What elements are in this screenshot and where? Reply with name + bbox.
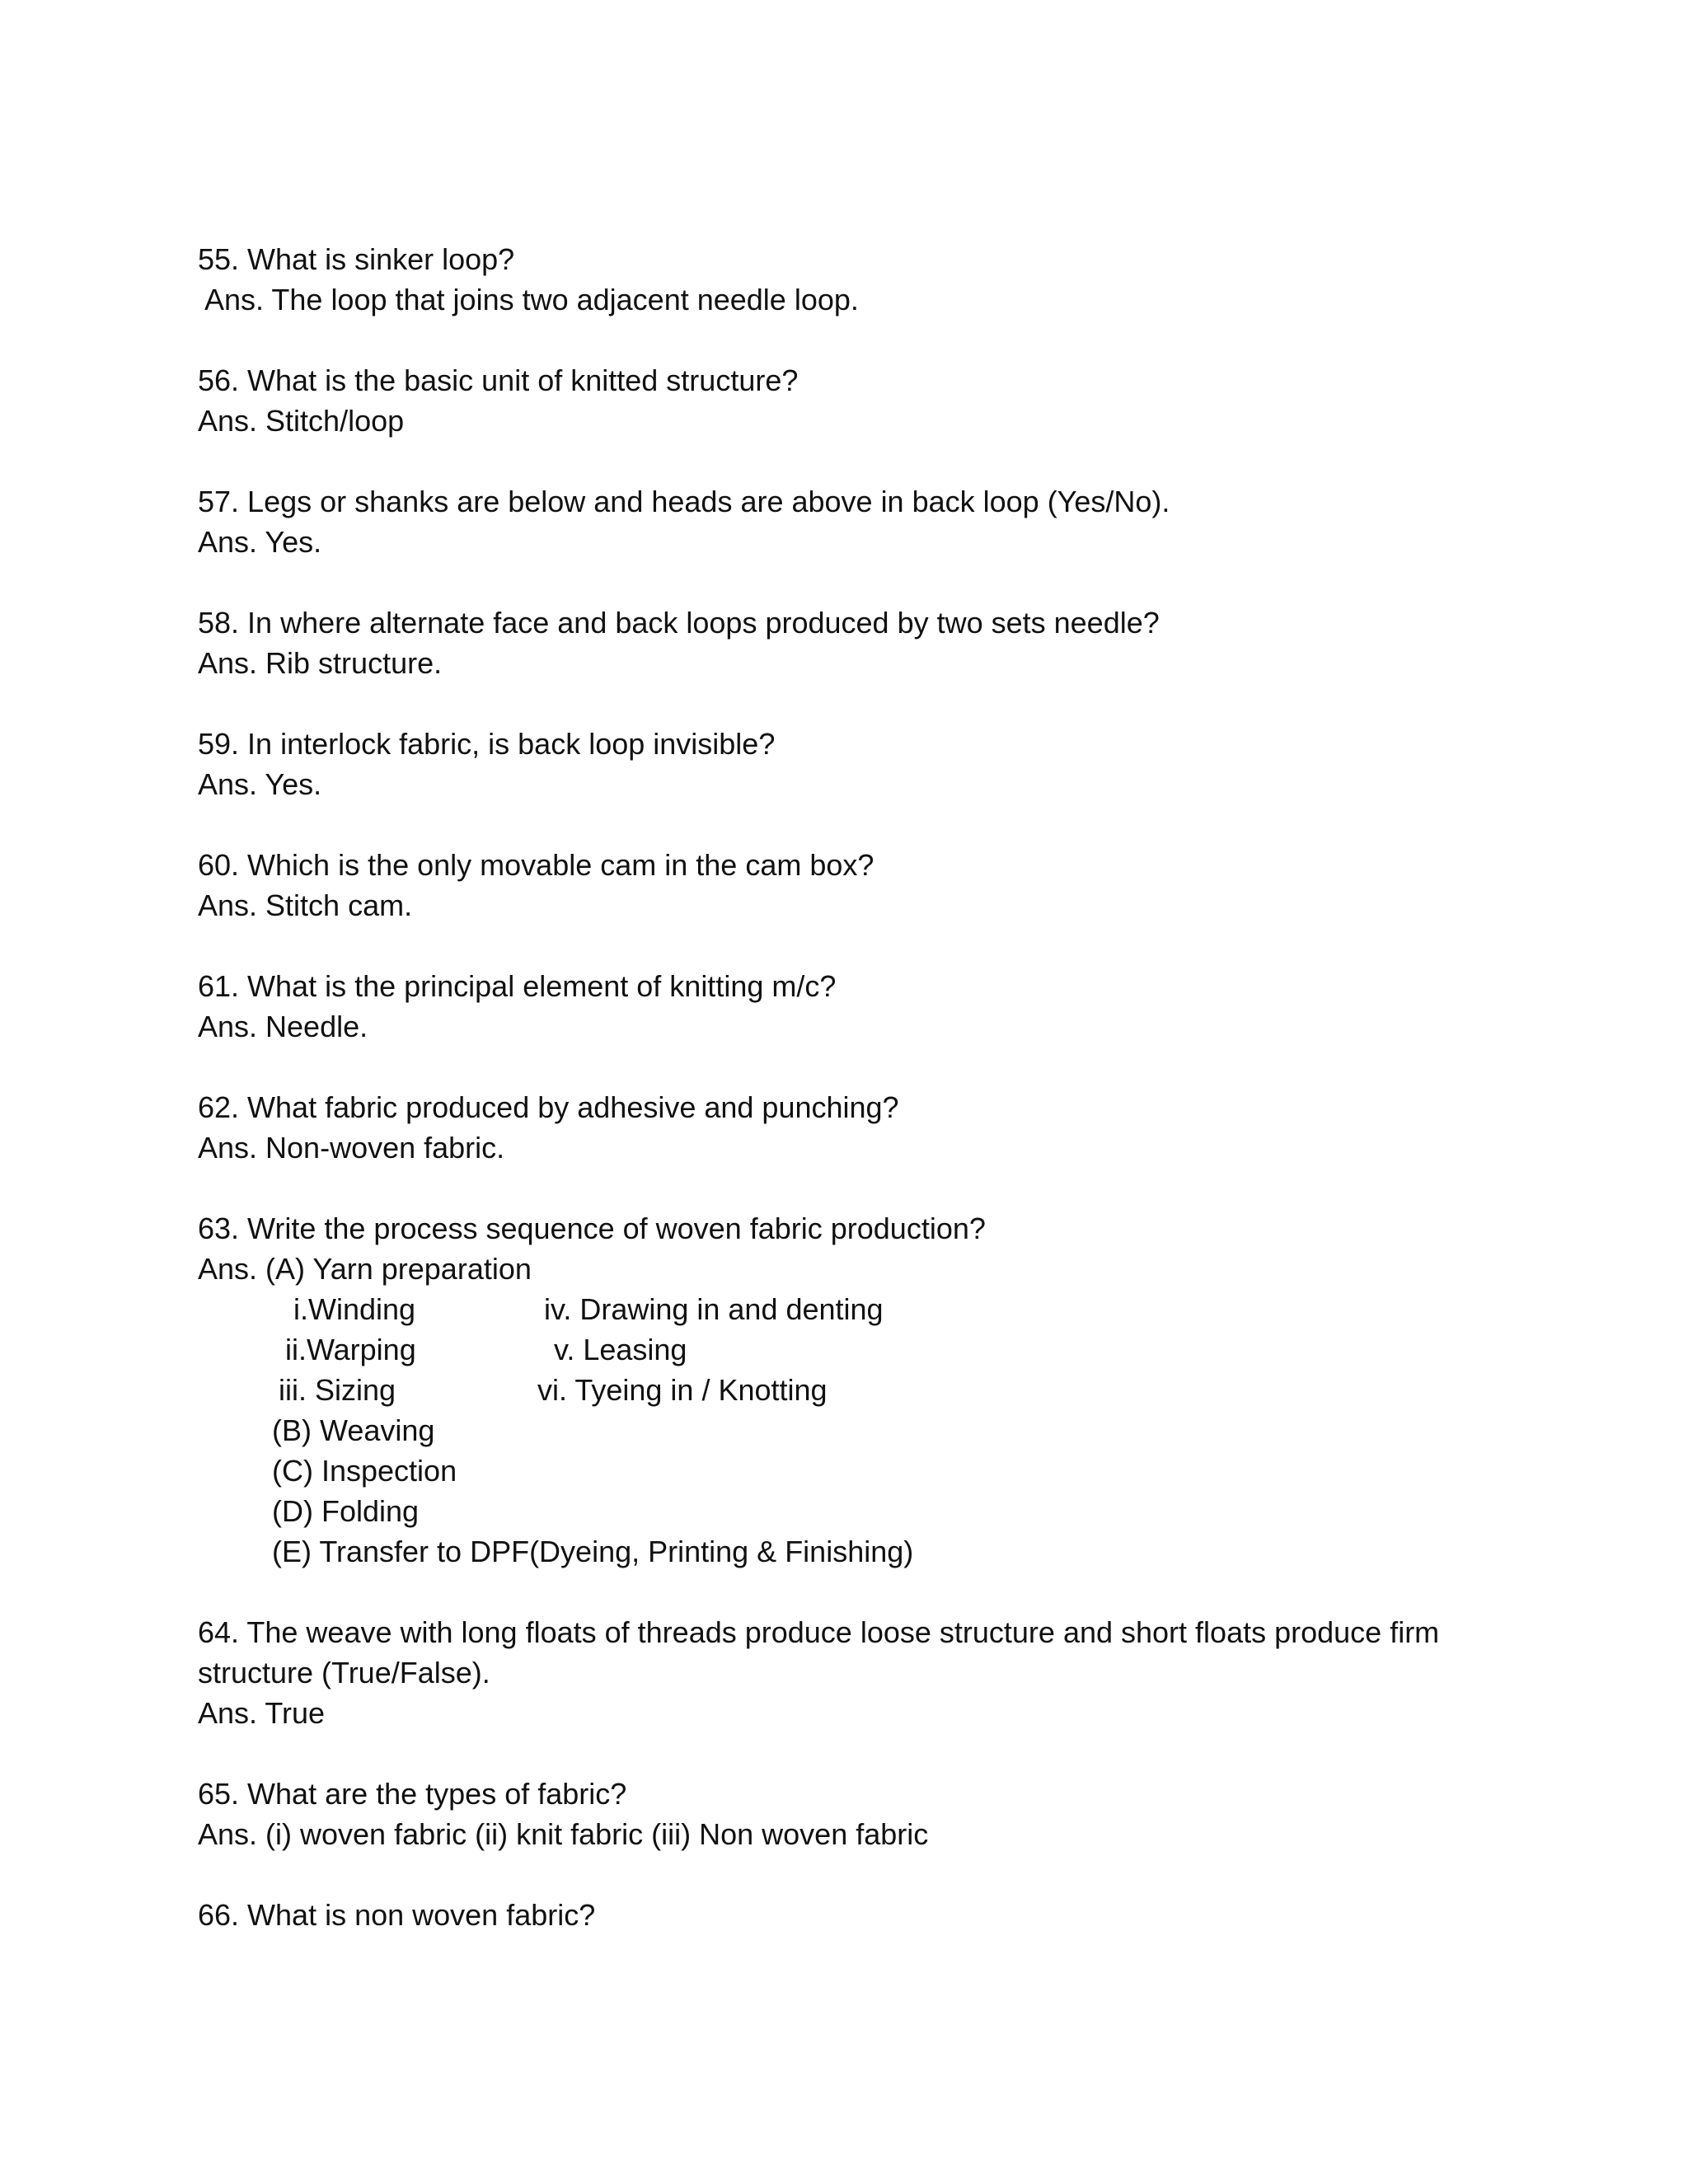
- qa-item-64: [198, 1612, 1500, 1733]
- qa-item-55: [198, 239, 1500, 320]
- qa-list: [198, 239, 1500, 1975]
- question-text: 63. Write the process sequence of woven fabric production?: [198, 1212, 986, 1245]
- process-stage: (D) Folding: [272, 1494, 420, 1528]
- qa-item-63: [198, 1208, 1500, 1572]
- process-step: vi. Tyeing in / Knotting: [537, 1373, 828, 1407]
- answer-text: Ans. (i) woven fabric (ii) knit fabric (iii) Non woven fabric: [198, 1817, 929, 1851]
- process-step: iv. Drawing in and denting: [544, 1292, 884, 1326]
- qa-item-62: [198, 1087, 1500, 1168]
- process-stage: (E) Transfer to DPF(Dyeing, Printing & Finishing): [272, 1535, 914, 1568]
- question-text: 55. What is sinker loop?: [198, 242, 515, 276]
- answer-text: Ans. Non-woven fabric.: [198, 1131, 505, 1165]
- answer-text: Ans. True: [198, 1696, 326, 1730]
- question-text: 65. What are the types of fabric?: [198, 1777, 627, 1811]
- answer-text: Ans. Needle.: [198, 1010, 368, 1043]
- answer-text: Ans. The loop that joins two adjacent needle loop.: [198, 283, 859, 316]
- question-text: 62. What fabric produced by adhesive and punching?: [198, 1090, 899, 1124]
- answer-text: Ans. Rib structure.: [198, 646, 443, 680]
- process-row-3: [198, 1370, 1500, 1410]
- answer-text: Ans. Yes.: [198, 525, 322, 559]
- qa-item-57: [198, 481, 1500, 562]
- process-step: ii.Warping: [285, 1333, 416, 1366]
- qa-item-61: [198, 966, 1500, 1047]
- question-text: 64. The weave with long floats of threads produce loose structure and short floats produce firm structure (True/False).: [198, 1615, 1440, 1690]
- answer-text: Ans. (A) Yarn preparation: [198, 1252, 532, 1286]
- qa-item-56: [198, 360, 1500, 441]
- process-step: v. Leasing: [554, 1333, 687, 1366]
- qa-item-65: [198, 1774, 1500, 1854]
- question-text: 57. Legs or shanks are below and heads are above in back loop (Yes/No).: [198, 485, 1170, 518]
- question-text: 56. What is the basic unit of knitted structure?: [198, 363, 799, 397]
- process-row-1: [198, 1289, 1500, 1329]
- qa-item-66: [198, 1895, 1500, 1935]
- question-text: 60. Which is the only movable cam in the cam box?: [198, 848, 874, 882]
- answer-text: Ans. Stitch cam.: [198, 888, 413, 922]
- process-step: iii. Sizing: [279, 1373, 396, 1407]
- question-text: 58. In where alternate face and back loops produced by two sets needle?: [198, 606, 1160, 640]
- qa-item-60: [198, 845, 1500, 926]
- question-text: 61. What is the principal element of knitting m/c?: [198, 969, 837, 1003]
- question-text: 66. What is non woven fabric?: [198, 1898, 596, 1932]
- process-row-2: [198, 1329, 1500, 1370]
- question-text: 59. In interlock fabric, is back loop invisible?: [198, 727, 776, 761]
- answer-text: Ans. Stitch/loop: [198, 404, 405, 438]
- process-stage: (B) Weaving: [272, 1413, 435, 1447]
- qa-item-59: [198, 724, 1500, 804]
- process-step: i.Winding: [293, 1292, 416, 1326]
- answer-text: Ans. Yes.: [198, 767, 322, 801]
- qa-item-58: [198, 602, 1500, 683]
- process-stage: (C) Inspection: [272, 1454, 457, 1488]
